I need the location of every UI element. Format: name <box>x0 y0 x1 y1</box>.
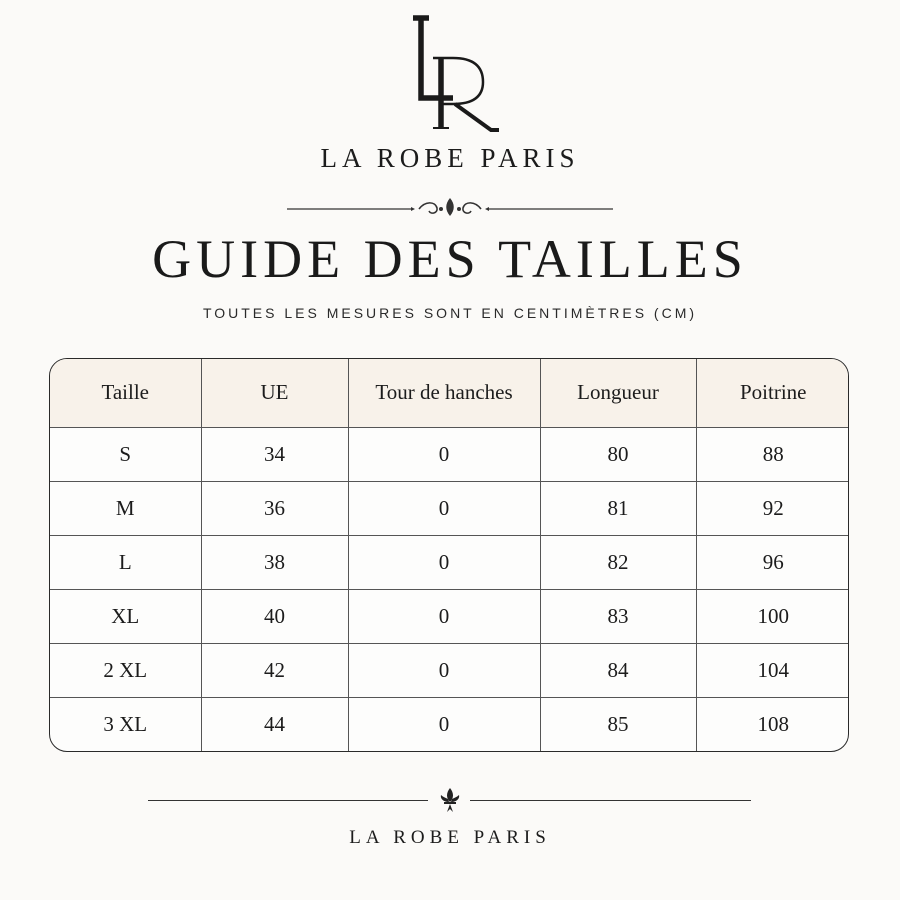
cell-longueur: 80 <box>540 427 696 481</box>
page-title: GUIDE DES TAILLES <box>152 229 748 289</box>
cell-ue: 38 <box>201 535 348 589</box>
cell-ue: 34 <box>201 427 348 481</box>
cell-longueur: 85 <box>540 697 696 751</box>
lr-monogram-logo <box>395 14 515 134</box>
column-header-poitrine: Poitrine <box>696 359 849 427</box>
cell-poitrine: 108 <box>757 711 789 736</box>
table-row <box>50 427 849 481</box>
cell-tour-de-hanches: 0 <box>348 697 540 751</box>
cell-taille: 3 XL <box>50 697 201 751</box>
table-row <box>50 697 849 751</box>
table-row <box>50 535 849 589</box>
cell-longueur: 82 <box>540 535 696 589</box>
table-row <box>50 589 849 643</box>
ornament-scroll-icon <box>285 190 615 226</box>
column-header-tour-de-hanches: Tour de hanches <box>348 359 540 427</box>
table-row <box>50 643 849 697</box>
cell-tour-de-hanches: 0 <box>348 481 540 535</box>
cell-taille: 2 XL <box>50 643 201 697</box>
cell-poitrine: 88 <box>696 427 849 481</box>
cell-taille: XL <box>50 589 201 643</box>
column-header-taille: Taille <box>50 359 201 427</box>
size-table <box>50 359 849 751</box>
cell-poitrine: 104 <box>696 643 849 697</box>
cell-longueur: 81 <box>540 481 696 535</box>
size-table-container <box>49 358 849 752</box>
cell-poitrine: 100 <box>696 589 849 643</box>
brand-name-bottom: LA ROBE PARIS <box>349 827 551 848</box>
cell-longueur: 83 <box>540 589 696 643</box>
cell-taille: L <box>50 535 201 589</box>
cell-poitrine: 96 <box>696 535 849 589</box>
cell-poitrine: 92 <box>696 481 849 535</box>
cell-taille: M <box>50 481 201 535</box>
cell-tour-de-hanches: 0 <box>348 427 540 481</box>
cell-taille: S <box>50 427 201 481</box>
cell-ue: 40 <box>201 589 348 643</box>
page-subtitle: TOUTES LES MESURES SONT EN CENTIMÈTRES (CM) <box>202 305 698 321</box>
table-header-row <box>50 359 849 427</box>
cell-tour-de-hanches: 0 <box>348 535 540 589</box>
cell-longueur: 84 <box>540 643 696 697</box>
fleur-de-lis-icon <box>438 787 462 813</box>
column-header-ue: UE <box>201 359 348 427</box>
cell-tour-de-hanches: 0 <box>348 643 540 697</box>
cell-tour-de-hanches: 0 <box>348 589 540 643</box>
bottom-divider-right <box>470 800 751 801</box>
cell-ue: 36 <box>201 481 348 535</box>
bottom-divider-left <box>148 800 428 801</box>
table-row <box>50 481 849 535</box>
cell-ue: 42 <box>201 643 348 697</box>
column-header-longueur: Longueur <box>540 359 696 427</box>
brand-name-top: LA ROBE PARIS <box>320 143 580 173</box>
cell-ue: 44 <box>201 697 348 751</box>
